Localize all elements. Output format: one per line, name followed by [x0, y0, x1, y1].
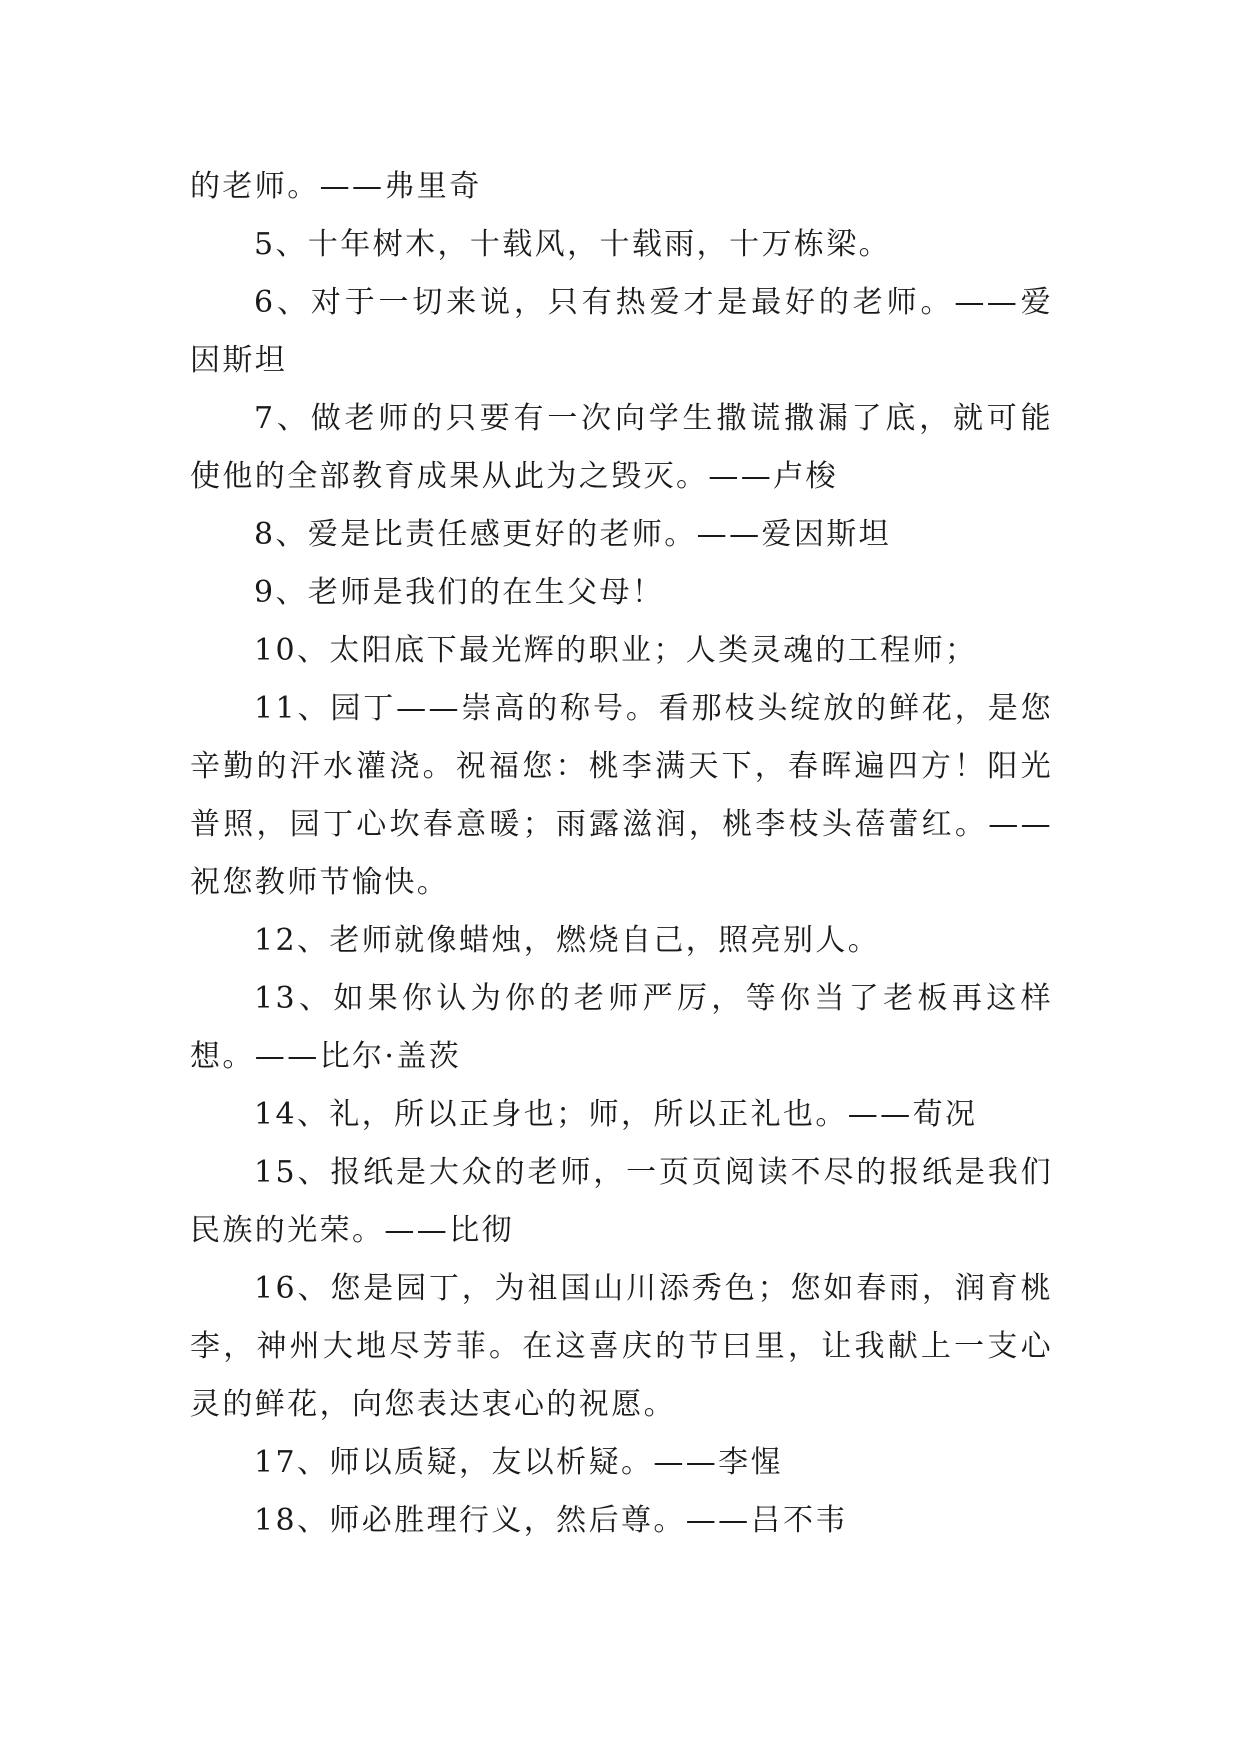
quote-17: 17、师以质疑，友以析疑。——李惺: [254, 1445, 783, 1480]
quote-6: 6、对于一切来说，只有热爱才是最好的老师。——爱因斯坦: [190, 285, 1053, 378]
quote-15: 15、报纸是大众的老师，一页页阅读不尽的报纸是我们民族的光荣。——比彻: [190, 1155, 1053, 1248]
quote-18: 18、师必胜理行义，然后尊。——吕不韦: [254, 1503, 848, 1538]
quote-7: 7、做老师的只要有一次向学生撒谎撒漏了底，就可能使他的全部教育成果从此为之毁灭。——卢梭: [190, 401, 1053, 494]
quote-10: 10、太阳底下最光辉的职业；人类灵魂的工程师；: [254, 633, 978, 668]
quote-14: 14、礼，所以正身也；师，所以正礼也。——荀况: [254, 1097, 978, 1132]
quote-9: 9、老师是我们的在生父母！: [254, 575, 665, 610]
quote-11: 11、园丁——崇高的称号。看那枝头绽放的鲜花，是您辛勤的汗水灌浇。祝福您：桃李满天下，春晖遍四方！阳光普照，园丁心坎春意暖；雨露滋润，桃李枝头蓓蕾红。——祝您教师节愉快。: [190, 691, 1053, 900]
quote-12: 12、老师就像蜡烛，燃烧自己，照亮别人。: [254, 923, 881, 958]
paragraph-continuation: 的老师。——弗里奇: [190, 169, 482, 204]
quote-5: 5、十年树木，十载风，十载雨，十万栋梁。: [254, 227, 892, 262]
quote-16: 16、您是园丁，为祖国山川添秀色；您如春雨，润育桃李，神州大地尽芳菲。在这喜庆的节曰里，让我献上一支心灵的鲜花，向您表达衷心的祝愿。: [190, 1271, 1053, 1422]
quote-13: 13、如果你认为你的老师严厉，等你当了老板再这样想。——比尔·盖茨: [190, 981, 1053, 1074]
quote-8: 8、爱是比责任感更好的老师。——爱因斯坦: [254, 517, 892, 552]
document-body: [190, 158, 1053, 1550]
